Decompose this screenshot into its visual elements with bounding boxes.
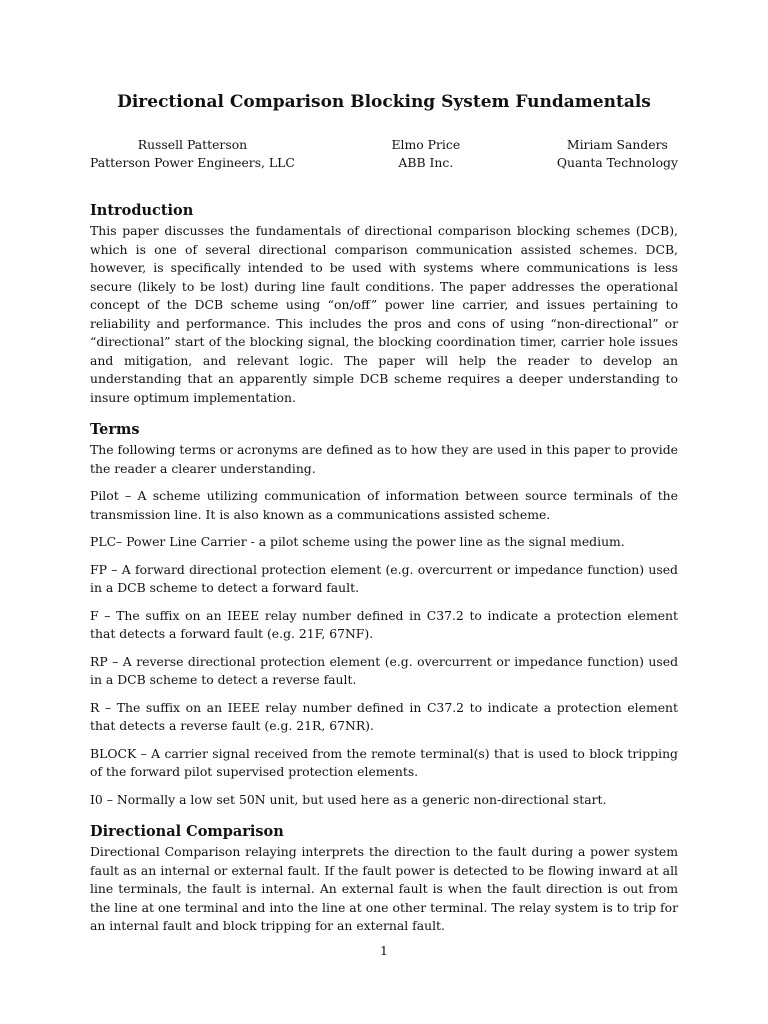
term-definition: PLC– Power Line Carrier - a pilot scheme using the power line as the signal medium. (90, 534, 625, 549)
paragraph: The following terms or acronyms are defined as to how they are used in this paper to provide the reader a clearer understanding. (90, 442, 678, 476)
paragraph: This paper discusses the fundamentals of directional comparison blocking schemes (DCB), which is one of several directional comparison communication assisted schemes. DCB, however, is specifically intended to be used with systems where communications is less secure (likely to be lost) during line fault conditions. The paper addresses the operational concept of the DCB scheme using “on/off” power line carrier, and issues pertaining to reliability and performance. This includes the pros and cons of using “non-directional” or “directional” start of the blocking signal, the blocking coordination timer, carrier hole issues and mitigation, and relevant logic. The paper will help the reader to develop an understanding that an apparently simple DCB scheme requires a deeper understanding to insure optimum implementation. (90, 223, 678, 405)
term-definition: Pilot – A scheme utilizing communication of information between source terminals of the transmission line. It is also known as a communications assisted scheme. (90, 488, 678, 522)
term-definition: R – The suffix on an IEEE relay number defined in C37.2 to indicate a protection element that detects a reverse fault (e.g. 21R, 67NR). (90, 699, 678, 733)
term-definition: FP – A forward directional protection element (e.g. overcurrent or impedance function) used in a DCB scheme to detect a forward fault. (90, 561, 678, 595)
section-introduction (90, 202, 678, 407)
section-heading: Introduction (90, 202, 194, 219)
term-definition: I0 – Normally a low set 50N unit, but used here as a generic non-directional start. (90, 791, 607, 807)
author-3 (557, 136, 678, 171)
section-heading: Directional Comparison (90, 823, 284, 840)
section-terms (90, 421, 678, 809)
term-definition: F – The suffix on an IEEE relay number defined in C37.2 to indicate a protection element that detects a forward fault (e.g. 21F, 67NF). (90, 607, 678, 641)
section-directional-comparison (90, 823, 678, 936)
paper-title: Directional Comparison Blocking System Fundamentals (117, 92, 651, 112)
author-affiliation: Patterson Power Engineers, LLC (90, 154, 295, 170)
paper-body (90, 202, 678, 950)
author-block (90, 136, 678, 171)
term-definition: RP – A reverse directional protection element (e.g. overcurrent or impedance function) used in a DCB scheme to detect a reverse fault. (90, 653, 678, 687)
section-heading: Terms (90, 421, 140, 438)
term-definition: BLOCK – A carrier signal received from the remote terminal(s) that is used to block tripping of the forward pilot supervised protection elements. (90, 745, 678, 779)
author-affiliation: Quanta Technology (556, 154, 678, 170)
author-2 (392, 136, 461, 171)
author-1 (90, 136, 295, 171)
page-number: 1 (380, 943, 388, 958)
paragraph: Directional Comparison relaying interprets the direction to the fault during a power system fault as an internal or external fault. If the fault power is detected to be flowing inward at all line terminals, the fault is internal. An external fault is when the fault direction is out from the line at one terminal and into the line at one other terminal. The relay system is to trip for an internal fault and block tripping for an external fault. (90, 844, 678, 933)
author-name: Miriam Sanders (566, 137, 668, 152)
author-affiliation: ABB Inc. (398, 154, 454, 170)
author-name: Russell Patterson (137, 137, 248, 152)
author-name: Elmo Price (391, 137, 461, 152)
